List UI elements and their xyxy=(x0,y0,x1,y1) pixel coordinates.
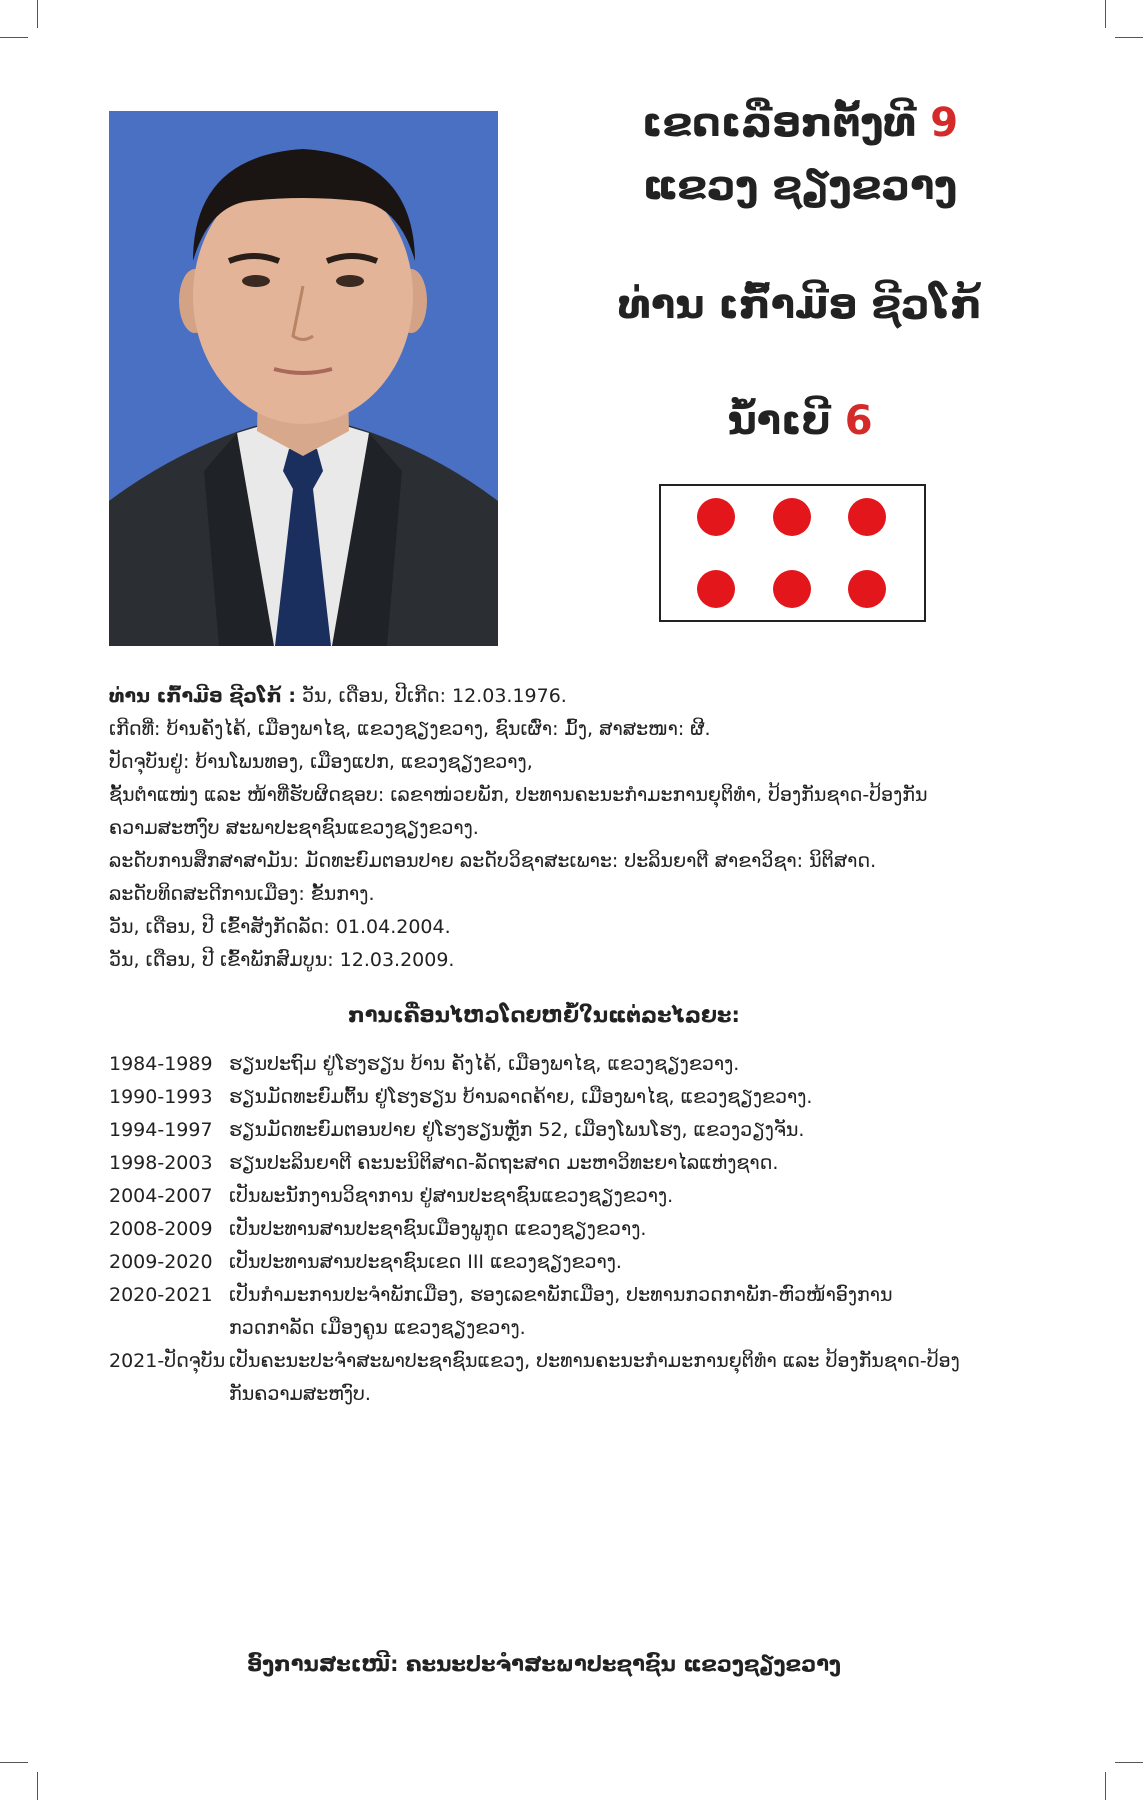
timeline-row xyxy=(109,1147,1009,1180)
constituency-heading xyxy=(560,100,1040,146)
crop-mark xyxy=(1105,0,1106,28)
timeline-years: 1990-1993 xyxy=(109,1086,213,1108)
ballot-dot xyxy=(848,570,886,608)
timeline-desc: ຮຽນປະລິນຍາຕີ ຄະນະນິຕິສາດ-ລັດຖະສາດ ມະຫາວິທະຍາໄລແຫ່ງຊາດ. xyxy=(229,1152,779,1174)
footer-proposer: ອົງການສະເໜີ: ຄະນະປະຈຳສະພາປະຊາຊົນ ແຂວງຊຽງຂວາງ xyxy=(247,1652,841,1676)
timeline-desc-line: ເປັນຄະນະປະຈຳສະພາປະຊາຊົນແຂວງ, ປະທານຄະນະກຳມະການຍຸຕິທຳ ແລະ ປ້ອງກັນຊາດ-ປ້ອງ xyxy=(229,1350,960,1372)
bio-line-4: ຊັ້ນຕຳແໜ່ງ ແລະ ໜ້າທີ່ຮັບຜິດຊອບ: ເລຂາໜ່ວຍພັກ, ປະທານຄະນະກຳມະການຍຸຕິທຳ, ປ້ອງກັນຊາດ-ປ້ອງກັນ xyxy=(109,784,928,806)
timeline-row xyxy=(109,1081,1009,1114)
ballot-dot xyxy=(697,498,735,536)
ballot-number-heading xyxy=(560,398,1040,444)
timeline-desc: ຮຽນມັດທະຍົມຕົ້ນ ຢູ່ໂຮງຮຽນ ບ້ານລາດຄ້າຍ, ເມືອງພາໄຊ, ແຂວງຊຽງຂວາງ. xyxy=(229,1086,813,1108)
timeline-row xyxy=(109,1279,1009,1345)
crop-mark xyxy=(1105,1772,1106,1800)
timeline-desc: ຮຽນປະຖົມ ຢູ່ໂຮງຮຽນ ບ້ານ ຄັງໄຄ້, ເມືອງພາໄຊ, ແຂວງຊຽງຂວາງ. xyxy=(229,1053,740,1075)
crop-mark xyxy=(1115,1762,1143,1763)
timeline-desc-line: ກວດກາລັດ ເມືອງຄູນ ແຂວງຊຽງຂວາງ. xyxy=(229,1317,526,1339)
timeline-row xyxy=(109,1246,1009,1279)
timeline-years: 2020-2021 xyxy=(109,1284,213,1306)
timeline-desc: ເປັນປະທານສານປະຊາຊົນເມືອງພູກູດ ແຂວງຊຽງຂວາງ. xyxy=(229,1218,647,1240)
ballot-dot xyxy=(773,570,811,608)
candidate-portrait xyxy=(109,111,498,646)
bio-birthdate: ວັນ, ເດືອນ, ປີເກີດ: 12.03.1976. xyxy=(296,685,567,707)
crop-mark xyxy=(1115,37,1143,38)
timeline-desc: ເປັນປະທານສານປະຊາຊົນເຂດ III ແຂວງຊຽງຂວາງ. xyxy=(229,1251,622,1273)
crop-mark xyxy=(0,37,28,38)
ballot-label: ນ້ຳເບີ xyxy=(727,398,831,444)
ballot-dot xyxy=(697,570,735,608)
timeline-row xyxy=(109,1345,1009,1411)
province-heading: ແຂວງ ຊຽງຂວາງ xyxy=(642,163,958,209)
timeline-years: 2021-ປັດຈຸບັນ xyxy=(109,1350,226,1372)
candidate-name: ທ່ານ ເກົ້າມີອ ຊີວໂກ້ xyxy=(618,282,982,328)
timeline-desc xyxy=(229,1279,1009,1345)
bio-line-3: ປັດຈຸບັນຢູ່: ບ້ານໂພນທອງ, ເມືອງແປກ, ແຂວງຊຽງຂວາງ, xyxy=(109,751,533,773)
timeline-years: 2008-2009 xyxy=(109,1218,213,1240)
timeline-years: 1984-1989 xyxy=(109,1053,213,1075)
timeline-years: 1994-1997 xyxy=(109,1119,213,1141)
timeline-row xyxy=(109,1048,1009,1081)
timeline-row xyxy=(109,1114,1009,1147)
bio-line-5: ຄວາມສະຫງົບ ສະພາປະຊາຊົນແຂວງຊຽງຂວາງ. xyxy=(109,817,479,839)
ballot-dot xyxy=(773,498,811,536)
timeline-row xyxy=(109,1180,1009,1213)
timeline-desc-line: ກັນຄວາມສະຫງົບ. xyxy=(229,1383,371,1405)
crop-mark xyxy=(0,1762,28,1763)
bio-line-7: ລະດັບທິດສະດີການເມືອງ: ຂັ້ນກາງ. xyxy=(109,883,375,905)
timeline-row xyxy=(109,1213,1009,1246)
bio-line-1 xyxy=(109,680,1009,713)
biography xyxy=(109,680,1009,977)
crop-mark xyxy=(37,1772,38,1800)
timeline xyxy=(109,1048,1009,1411)
crop-mark xyxy=(37,0,38,28)
timeline-years: 2004-2007 xyxy=(109,1185,213,1207)
bio-line-2: ເກີດທີ່: ບ້ານຄັງໄຄ້, ເມືອງພາໄຊ, ແຂວງຊຽງຂວາງ, ຊົນເຜົ່າ: ມົ້ງ, ສາສະໜາ: ຜີ. xyxy=(109,718,711,740)
bio-line-9: ວັນ, ເດືອນ, ປີ ເຂົ້າພັກສົມບູນ: 12.03.2009. xyxy=(109,949,455,971)
timeline-desc: ຮຽນມັດທະຍົມຕອນປາຍ ຢູ່ໂຮງຮຽນຫຼັກ 52, ເມືອງໂພນໂຮງ, ແຂວງວຽງຈັນ. xyxy=(229,1119,805,1141)
timeline-desc-line: ເປັນກຳມະການປະຈຳພັກເມືອງ, ຮອງເລຂາພັກເມືອງ, ປະທານກວດກາພັກ-ຫົວໜ້າອົງການ xyxy=(229,1284,893,1306)
bio-line-8: ວັນ, ເດືອນ, ປີ ເຂົ້າສັງກັດລັດ: 01.04.2004. xyxy=(109,916,451,938)
timeline-heading: ການເຄື່ອນໄຫວໂດຍຫຍໍ້ໃນແຕ່ລະໄລຍະ: xyxy=(348,1003,740,1027)
timeline-years: 2009-2020 xyxy=(109,1251,213,1273)
constituency-label: ເຂດເລືອກຕັ້ງທີ xyxy=(641,100,917,146)
bio-line-6: ລະດັບການສຶກສາສາມັນ: ມັດທະຍົມຕອນປາຍ ລະດັບວິຊາສະເພາະ: ປະລິນຍາຕີ ສາຂາວິຊາ: ນິຕິສາດ. xyxy=(109,850,877,872)
ballot-dot xyxy=(848,498,886,536)
constituency-number: 9 xyxy=(930,100,959,146)
ballot-number: 6 xyxy=(844,398,873,444)
bio-name: ທ່ານ ເກົ້າມີອ ຊີວໂກ້ : xyxy=(109,685,296,707)
timeline-desc: ເປັນພະນັກງານວິຊາການ ຢູ່ສານປະຊາຊົນແຂວງຊຽງຂວາງ. xyxy=(229,1185,674,1207)
timeline-years: 1998-2003 xyxy=(109,1152,213,1174)
timeline-desc xyxy=(229,1345,1009,1411)
ballot-dots-box xyxy=(659,484,926,622)
